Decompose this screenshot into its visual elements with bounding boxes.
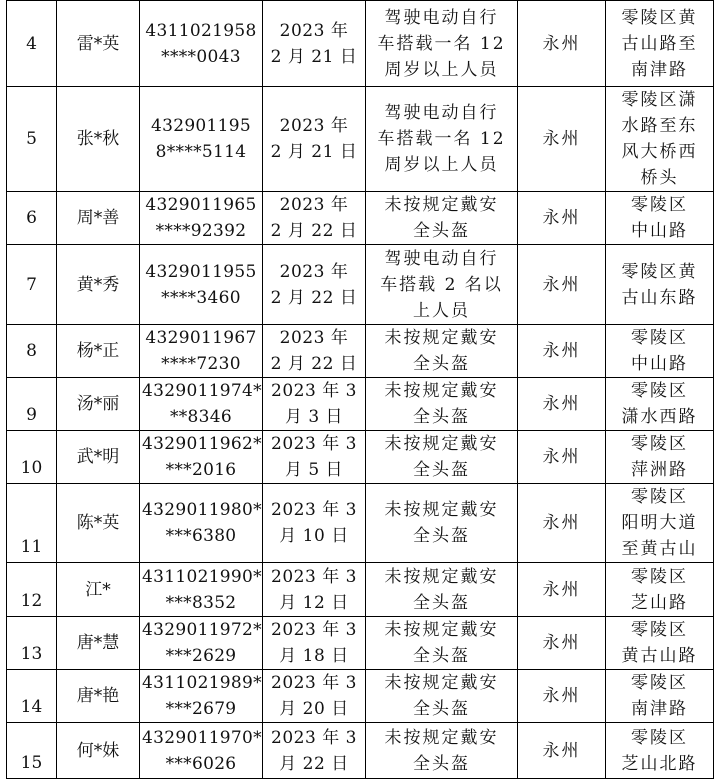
violation-location-line: 古山路至 [621,33,698,54]
person-name: 周*善 [57,192,140,245]
violation-date-line: 2023 年 3 [271,381,357,401]
city: 永州 [518,670,606,723]
id-number-line: ***6026 [165,753,237,774]
violation-behavior [366,87,518,192]
violation-date-line: 月 22 日 [279,753,349,774]
table-row [7,670,714,723]
row-number: 4 [7,1,57,87]
violation-location-line: 风大桥西 [621,142,698,162]
violation-behavior [366,563,518,617]
violation-record-table-page [6,0,713,779]
id-number-line: ***2016 [165,460,237,480]
violation-location-line: 零陵区黄 [621,7,698,28]
violation-behavior-line: 全头盔 [413,592,470,613]
violation-date-line: 2023 年 [279,328,349,348]
violation-behavior-line: 车搭载一名 12 [377,129,506,149]
row-number: 5 [7,87,57,192]
violation-location-line: 零陵区 [631,195,688,215]
city: 永州 [518,431,606,484]
city: 永州 [518,378,606,431]
violation-behavior-line: 全头盔 [413,753,470,774]
row-number: 11 [7,484,57,563]
table-row [7,563,714,617]
violation-behavior-line: 驾驶电动自行 [384,248,499,269]
table-row [7,617,714,670]
city: 永州 [518,245,606,325]
violation-behavior-line: 全头盔 [413,699,470,719]
violation-behavior [366,723,518,779]
violation-location-line: 潇水西路 [621,407,698,427]
violation-behavior-line: 全头盔 [413,407,470,427]
violation-date-line: 2023 年 3 [271,620,357,640]
violation-date [263,192,366,245]
id-number [140,1,263,87]
violation-location-line: 零陵区潇 [621,90,698,110]
table-row [7,192,714,245]
violation-behavior-line: 上人员 [413,300,470,321]
city: 永州 [518,1,606,87]
violation-behavior-line: 未按规定戴安 [384,620,499,640]
person-name: 雷*英 [57,1,140,87]
violation-location-line: 零陵区 [631,434,688,454]
violation-date [263,617,366,670]
violation-behavior-line: 全头盔 [413,221,470,241]
violation-behavior [366,378,518,431]
violation-behavior [366,617,518,670]
id-number-line: ***2679 [165,699,237,719]
row-number: 10 [7,431,57,484]
violation-location-line: 水路至东 [621,116,698,136]
id-number-line: ****7230 [161,354,241,374]
person-name: 唐*艳 [57,670,140,723]
id-number-line: 4329011965 [145,195,257,215]
violation-behavior-line: 驾驶电动自行 [384,103,499,123]
table-row [7,87,714,192]
violation-location-line: 零陵区 [631,673,688,693]
row-number: 8 [7,325,57,378]
id-number-line: 4329011980* [142,500,262,520]
table-row [7,484,714,563]
violation-date-line: 2023 年 [279,116,349,136]
id-number [140,617,263,670]
id-number-line: 4311021958 [145,20,257,41]
row-number: 13 [7,617,57,670]
violation-date-line: 2 月 22 日 [270,287,358,308]
table-row [7,431,714,484]
violation-behavior [366,670,518,723]
person-name: 何*妹 [57,723,140,779]
person-name: 汤*丽 [57,378,140,431]
id-number-line: 8****5114 [155,142,247,162]
id-number [140,87,263,192]
id-number-line: ****3460 [161,287,241,308]
row-number: 6 [7,192,57,245]
violation-date [263,484,366,563]
violation-location-line: 至黄古山 [621,539,698,559]
violation-date-line: 2 月 21 日 [270,46,358,67]
violation-location [606,484,714,563]
id-number [140,192,263,245]
violation-date [263,1,366,87]
violation-location [606,245,714,325]
id-number-line: 4311021990* [142,566,262,587]
violation-behavior [366,192,518,245]
violation-location-line: 零陵区黄 [621,261,698,282]
violation-date [263,87,366,192]
violation-behavior-line: 周岁以上人员 [384,59,499,80]
id-number-line: 4329011955 [145,261,257,282]
id-number-line: ***2629 [165,646,237,666]
city: 永州 [518,563,606,617]
city: 永州 [518,325,606,378]
violation-date [263,431,366,484]
person-name: 陈*英 [57,484,140,563]
violation-location-line: 芝山路 [631,592,688,613]
table-row [7,325,714,378]
violation-date-line: 2023 年 [279,195,349,215]
violation-date-line: 2023 年 3 [271,500,357,520]
violation-behavior-line: 全头盔 [413,526,470,546]
violation-location-line: 零陵区 [631,620,688,640]
row-number: 15 [7,723,57,779]
person-name: 张*秋 [57,87,140,192]
violation-behavior-line: 周岁以上人员 [384,155,499,175]
violation-behavior-line: 未按规定戴安 [384,381,499,401]
violation-behavior-line: 驾驶电动自行 [384,7,499,28]
violation-location-line: 零陵区 [631,381,688,401]
id-number [140,563,263,617]
violation-date-line: 2023 年 3 [271,566,357,587]
violation-behavior [366,325,518,378]
violation-date-line: 月 20 日 [279,699,349,719]
violation-date [263,723,366,779]
violation-behavior-line: 未按规定戴安 [384,500,499,520]
violation-location-line: 桥头 [640,168,679,188]
violation-location [606,192,714,245]
id-number-line: ****0043 [161,46,241,67]
violation-date [263,378,366,431]
violation-location [606,325,714,378]
id-number-line: ****92392 [155,221,247,241]
id-number [140,245,263,325]
violation-date-line: 月 18 日 [279,646,349,666]
city: 永州 [518,87,606,192]
row-number: 9 [7,378,57,431]
violation-location-line: 零陵区 [631,566,688,587]
violation-location [606,87,714,192]
id-number [140,431,263,484]
violation-location [606,563,714,617]
violation-location-line: 中山路 [631,354,688,374]
violation-location-line: 阳明大道 [621,513,698,533]
violation-behavior [366,431,518,484]
person-name: 江* [57,563,140,617]
table-row [7,245,714,325]
violation-date-line: 2 月 22 日 [270,221,358,241]
violation-date-line: 2023 年 3 [271,727,357,748]
violation-date-line: 2023 年 [279,20,349,41]
violation-date-line: 2023 年 3 [271,673,357,693]
id-number-line: **8346 [169,407,233,427]
violation-behavior-line: 未按规定戴安 [384,434,499,454]
id-number [140,723,263,779]
violation-date [263,670,366,723]
violation-date-line: 2 月 21 日 [270,142,358,162]
id-number-line: 432901195 [150,116,252,136]
violation-location-line: 古山东路 [621,287,698,308]
violation-date-line: 2023 年 [279,261,349,282]
violation-date [263,325,366,378]
violation-behavior [366,245,518,325]
id-number-line: ***6380 [165,526,237,546]
violation-location [606,1,714,87]
violation-location-line: 南津路 [631,699,688,719]
violation-behavior-line: 未按规定戴安 [384,195,499,215]
table-body [7,1,714,779]
violation-behavior-line: 未按规定戴安 [384,566,499,587]
violation-location [606,378,714,431]
violation-date-line: 2023 年 3 [271,434,357,454]
violation-location-line: 萍洲路 [631,460,688,480]
violation-behavior-line: 车搭载一名 12 [377,33,506,54]
violation-location-line: 南津路 [631,59,688,80]
row-number: 14 [7,670,57,723]
city: 永州 [518,723,606,779]
violation-location-line: 零陵区 [631,328,688,348]
city: 永州 [518,484,606,563]
violation-behavior-line: 全头盔 [413,646,470,666]
violation-behavior-line: 未按规定戴安 [384,727,499,748]
violation-location-line: 零陵区 [631,487,688,507]
violation-behavior-line: 未按规定戴安 [384,328,499,348]
violation-date-line: 月 5 日 [284,460,344,480]
id-number-line: 4329011972* [142,620,262,640]
id-number-line: 4329011962* [142,434,262,454]
person-name: 武*明 [57,431,140,484]
violation-date-line: 月 12 日 [279,592,349,613]
id-number [140,484,263,563]
id-number [140,325,263,378]
violation-behavior-line: 全头盔 [413,460,470,480]
violation-date-line: 月 10 日 [279,526,349,546]
violation-location [606,723,714,779]
violation-location [606,670,714,723]
violation-location [606,431,714,484]
table-row [7,378,714,431]
id-number [140,378,263,431]
violation-location-line: 黄古山路 [621,646,698,666]
violation-location [606,617,714,670]
violation-location-line: 零陵区 [631,727,688,748]
person-name: 黄*秀 [57,245,140,325]
violation-location-line: 中山路 [631,221,688,241]
row-number: 7 [7,245,57,325]
violation-location-line: 芝山北路 [621,753,698,774]
violation-date [263,563,366,617]
person-name: 唐*慧 [57,617,140,670]
table-row [7,1,714,87]
violation-date-line: 2 月 22 日 [270,354,358,374]
id-number-line: ***8352 [165,592,237,613]
city: 永州 [518,617,606,670]
violation-date-line: 月 3 日 [284,407,344,427]
violation-behavior [366,1,518,87]
id-number [140,670,263,723]
violation-date [263,245,366,325]
violation-behavior-line: 全头盔 [413,354,470,374]
id-number-line: 4329011974* [142,381,262,401]
violation-behavior [366,484,518,563]
city: 永州 [518,192,606,245]
row-number: 12 [7,563,57,617]
id-number-line: 4329011967 [145,328,257,348]
table-row [7,723,714,779]
violation-behavior-line: 未按规定戴安 [384,673,499,693]
id-number-line: 4311021989* [142,673,262,693]
violation-record-table [6,0,714,779]
person-name: 杨*正 [57,325,140,378]
id-number-line: 4329011970* [142,727,262,748]
violation-behavior-line: 车搭载 2 名以 [380,274,503,295]
